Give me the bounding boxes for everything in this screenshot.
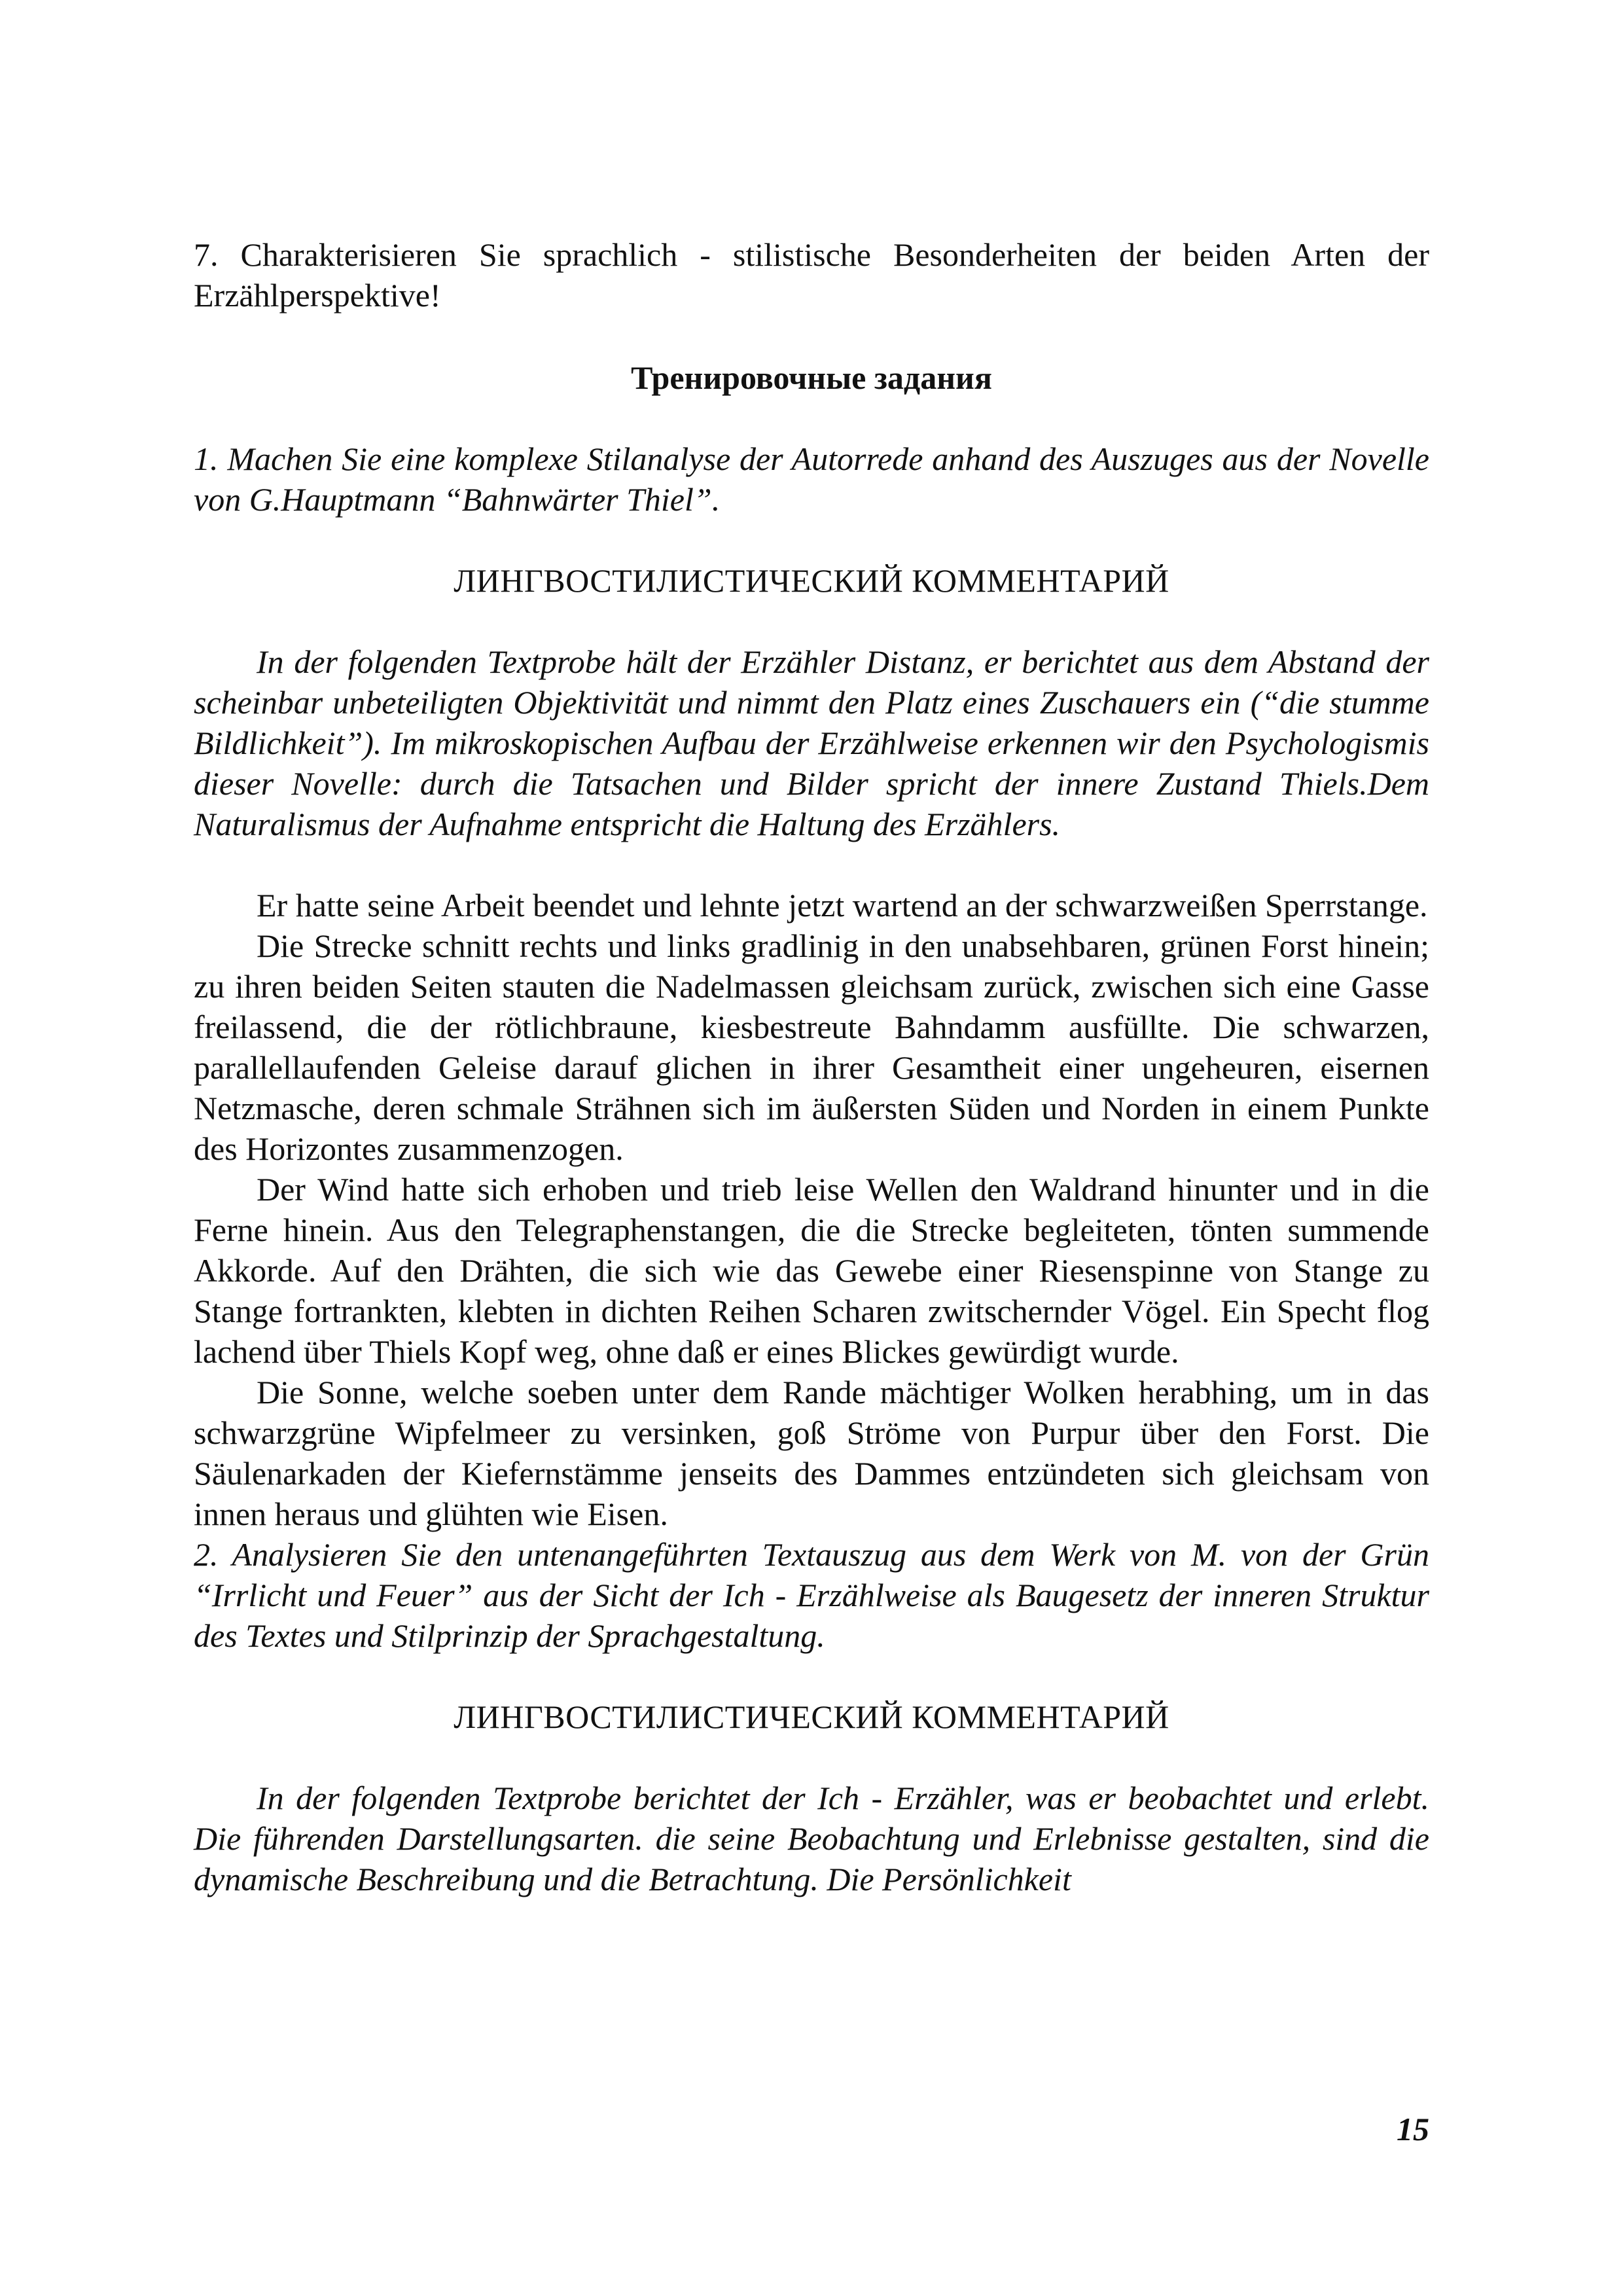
- comment-1: In der folgenden Textprobe hält der Erzähler Distanz, er berichtet aus dem Abstand der scheinbar unbeteiligten Objektivität und nimmt den Platz eines Zuschauers ein (“die stumme Bildlichkeit”). Im mikroskopischen Aufbau der Erzählweise erkennen wir den Psychologismis dieser Novelle: durch die Tatsachen und Bilder spricht der innere Zustand Thiels.Dem Naturalismus der Aufnahme entspricht die Haltung des Erzählers.: [194, 643, 1429, 842]
- excerpt-paragraph: Der Wind hatte sich erhoben und trieb leise Wellen den Waldrand hinunter und in die Ferne hinein. Aus den Telegraphenstangen, die die Strecke begleiteten, tönten summende Akkorde. Auf den Drähten, die sich wie das Gewebe einer Riesenspinne von Stange zu Stange fortrankten, klebten in dichten Reihen Scharen zwitschernder Vögel. Ein Specht flog lachend über Thiels Kopf weg, ohne daß er eines Blickes gewürdigt wurde.: [194, 1171, 1429, 1370]
- page-number: 15: [1397, 2111, 1429, 2147]
- task-2: 2. Analysieren Sie den untenangeführten Textauszug aus dem Werk von M. von der Grün “Irrlicht und Feuer” aus der Sicht der Ich - Erzählweise als Baugesetz der inneren Struktur des Textes und Stilprinzip der Sprachgestaltung.: [194, 1536, 1429, 1654]
- excerpt-paragraph: Er hatte seine Arbeit beendet und lehnte jetzt wartend an der schwarzweißen Sperrstange.: [257, 887, 1428, 924]
- comment-heading-2: ЛИНГВОСТИЛИСТИЧЕСКИЙ КОММЕНТАРИЙ: [454, 1698, 1169, 1735]
- question-7: 7. Charakterisieren Sie sprachlich - stilistische Besonderheiten der beiden Arten der Erzählperspektive!: [194, 236, 1429, 314]
- section-heading: Тренировочные задания: [631, 359, 992, 396]
- excerpt-paragraph: Die Strecke schnitt rechts und links gradlinig in den unabsehbaren, grünen Forst hinein; zu ihren beiden Seiten stauten die Nadelmassen gleichsam zurück, zwischen sich eine Gasse freilassend, die der rötlichbraune, kiesbestreute Bahndamm ausfüllte. Die schwarzen, parallellaufenden Geleise darauf glichen in ihrer Gesamtheit einer ungeheuren, eisernen Netzmasche, deren schmale Strähnen sich im äußersten Süden und Norden in einem Punkte des Horizontes zusammenzogen.: [194, 927, 1429, 1167]
- task-1: 1. Machen Sie eine komplexe Stilanalyse der Autorrede anhand des Auszuges aus der Novelle von G.Hauptmann “Bahnwärter Thiel”.: [194, 440, 1429, 518]
- comment-heading-1: ЛИНГВОСТИЛИСТИЧЕСКИЙ КОММЕНТАРИЙ: [454, 562, 1169, 599]
- excerpt-paragraph: Die Sonne, welche soeben unter dem Rande mächtiger Wolken herabhing, um in das schwarzgrüne Wipfelmeer zu versinken, goß Ströme von Purpur über den Forst. Die Säulenarkaden der Kiefernstämme jenseits des Dammes entzündeten sich gleichsam von innen heraus und glühten wie Eisen.: [194, 1374, 1429, 1532]
- comment-2: In der folgenden Textprobe berichtet der Ich - Erzähler, was er beobachtet und erlebt. Die führenden Darstellungsarten. die seine Beobachtung und Erlebnisse gestalten, sind die dynamische Beschreibung und die Betrachtung. Die Persönlichkeit: [194, 1780, 1429, 1897]
- page-body: [194, 234, 1429, 1899]
